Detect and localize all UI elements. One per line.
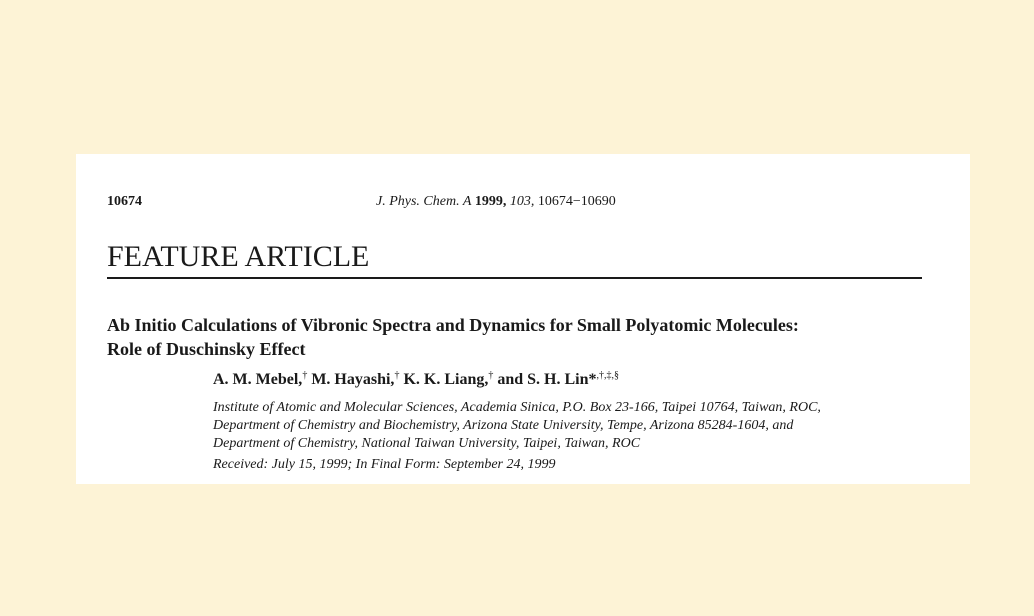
paper-page (76, 154, 970, 484)
article-title-line-2: Role of Duschinsky Effect (107, 339, 306, 359)
author-name: and S. H. Lin* (497, 371, 597, 388)
journal-volume: 103, (509, 194, 535, 209)
affiliations (213, 399, 821, 453)
author-affiliation-mark: † (488, 370, 494, 381)
journal-name: J. Phys. Chem. A (376, 194, 472, 209)
journal-year: 1999, (474, 194, 507, 209)
journal-citation (376, 194, 616, 210)
author-name: K. K. Liang, (403, 371, 489, 388)
author-affiliation-mark: † (302, 370, 308, 381)
author-name: A. M. Mebel, (213, 371, 303, 388)
page-number: 10674 (107, 194, 142, 209)
author-name: M. Hayashi, (311, 371, 395, 388)
author-list (213, 371, 619, 389)
article-title-line-1: Ab Initio Calculations of Vibronic Spectra and Dynamics for Small Polyatomic Molecules: (107, 315, 799, 335)
author-affiliation-mark: † (394, 370, 400, 381)
section-label: FEATURE ARTICLE (107, 240, 370, 273)
received-dates: Received: July 15, 1999; In Final Form: September 24, 1999 (213, 457, 556, 472)
affiliation-line: Department of Chemistry and Biochemistry, Arizona State University, Tempe, Arizona 85284-1604, and (213, 418, 794, 433)
affiliation-line: Institute of Atomic and Molecular Sciences, Academia Sinica, P.O. Box 23-166, Taipei 10764, Taiwan, ROC, (213, 400, 821, 415)
author-affiliation-mark: ,†,‡,§ (596, 370, 619, 381)
section-divider (107, 277, 922, 279)
affiliation-line: Department of Chemistry, National Taiwan University, Taipei, Taiwan, ROC (213, 436, 641, 451)
article-title (107, 313, 937, 361)
journal-pages: 10674−10690 (537, 194, 616, 209)
